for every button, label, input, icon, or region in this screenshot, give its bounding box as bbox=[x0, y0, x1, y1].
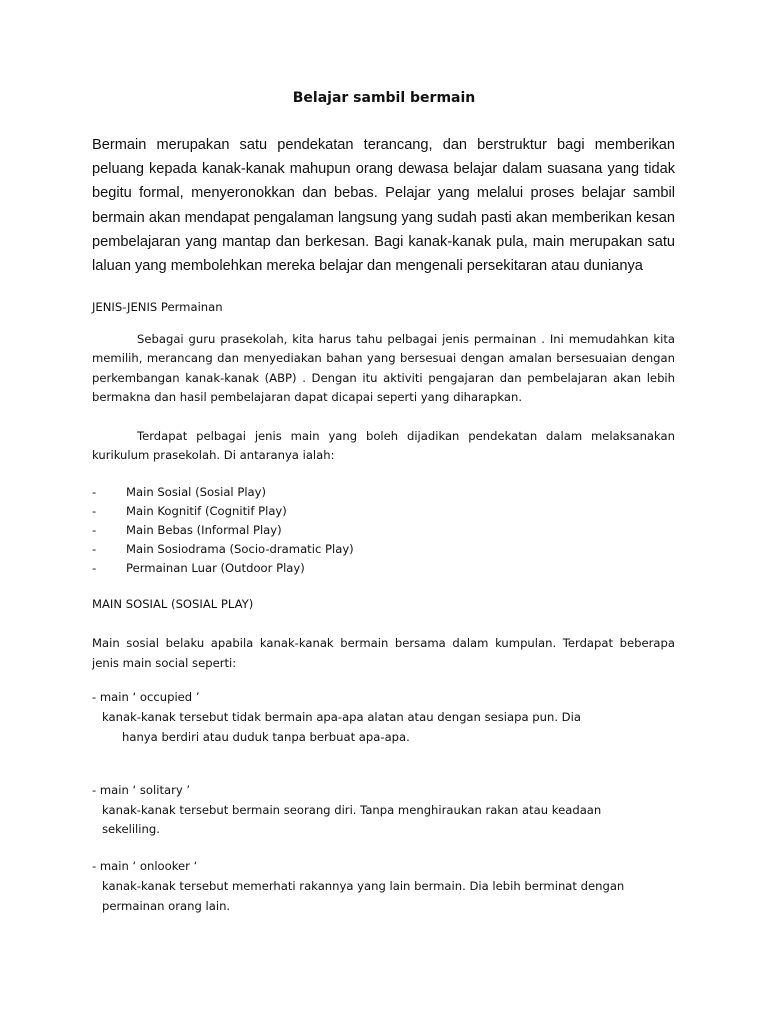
type-onlooker-line-2: permainan orang lain. bbox=[102, 899, 231, 913]
intro-paragraph: Bermain merupakan satu pendekatan terancang, dan berstruktur bagi memberikan peluang kepada kanak-kanak mahupun orang dewasa belajar dalam suasana yang tidak begitu formal, menyeronokkan dan bebas. Pelajar yang melalui proses belajar sambil bermain akan mendapat pengalaman langsung yang sudah pasti akan memberikan kesan pembelajaran yang mantap dan berkesan. Bagi kanak-kanak pula, main merupakan satu laluan yang membolehkan mereka belajar dan mengenali persekitaran atau dunianya bbox=[92, 137, 675, 275]
list-item-text: Main Bebas (Informal Play) bbox=[126, 523, 282, 537]
type-occupied-line-2: hanya berdiri atau duduk tanpa berbuat apa-apa. bbox=[122, 730, 410, 744]
list-item-text: Main Sosial (Sosial Play) bbox=[126, 485, 267, 499]
list-item-text: Main Kognitif (Cognitif Play) bbox=[126, 504, 287, 518]
section1-paragraph-1: Sebagai guru prasekolah, kita harus tahu pelbagai jenis permainan . Ini memudahkan kita memilih, merancang dan menyediakan bahan yang bersesuai dengan amalan bersesuaian dengan perkembangan kanak-kanak (ABP) . Dengan itu aktiviti pengajaran dan pembelajaran akan lebih bermakna dan hasil pembelajaran dapat dicapai seperti yang diharapkan. bbox=[92, 332, 675, 405]
type-solitary-heading: - main ‘ solitary ’ bbox=[92, 783, 191, 797]
type-occupied-line-1: kanak-kanak tersebut tidak bermain apa-apa alatan atau dengan sesiapa pun. Dia bbox=[102, 710, 581, 724]
list-dash: - bbox=[92, 561, 97, 575]
section-heading-main-sosial: MAIN SOSIAL (SOSIAL PLAY) bbox=[92, 597, 254, 611]
type-onlooker-heading: - main ‘ onlooker ‘ bbox=[92, 859, 198, 873]
type-solitary-line-1: kanak-kanak tersebut bermain seorang diri. Tanpa menghiraukan rakan atau keadaan bbox=[102, 803, 602, 817]
type-occupied-heading: - main ‘ occupied ’ bbox=[92, 690, 200, 704]
section2-paragraph: Main sosial belaku apabila kanak-kanak bermain bersama dalam kumpulan. Terdapat beberapa jenis main social seperti: bbox=[92, 636, 675, 670]
list-dash: - bbox=[92, 504, 97, 518]
list-item-text: Main Sosiodrama (Socio-dramatic Play) bbox=[126, 542, 354, 556]
list-item-text: Permainan Luar (Outdoor Play) bbox=[126, 561, 305, 575]
section1-paragraph-2: Terdapat pelbagai jenis main yang boleh dijadikan pendekatan dalam melaksanakan kurikulum prasekolah. Di antaranya ialah: bbox=[92, 429, 675, 463]
document-title: Belajar sambil bermain bbox=[292, 90, 476, 106]
list-dash: - bbox=[92, 523, 97, 537]
type-onlooker-line-1: kanak-kanak tersebut memerhati rakannya yang lain bermain. Dia lebih berminat dengan bbox=[102, 879, 625, 893]
type-solitary-line-2: sekeliling. bbox=[102, 822, 160, 836]
section-heading-jenis: JENIS-JENIS Permainan bbox=[92, 300, 223, 314]
list-dash: - bbox=[92, 542, 97, 556]
list-dash: - bbox=[92, 485, 97, 499]
